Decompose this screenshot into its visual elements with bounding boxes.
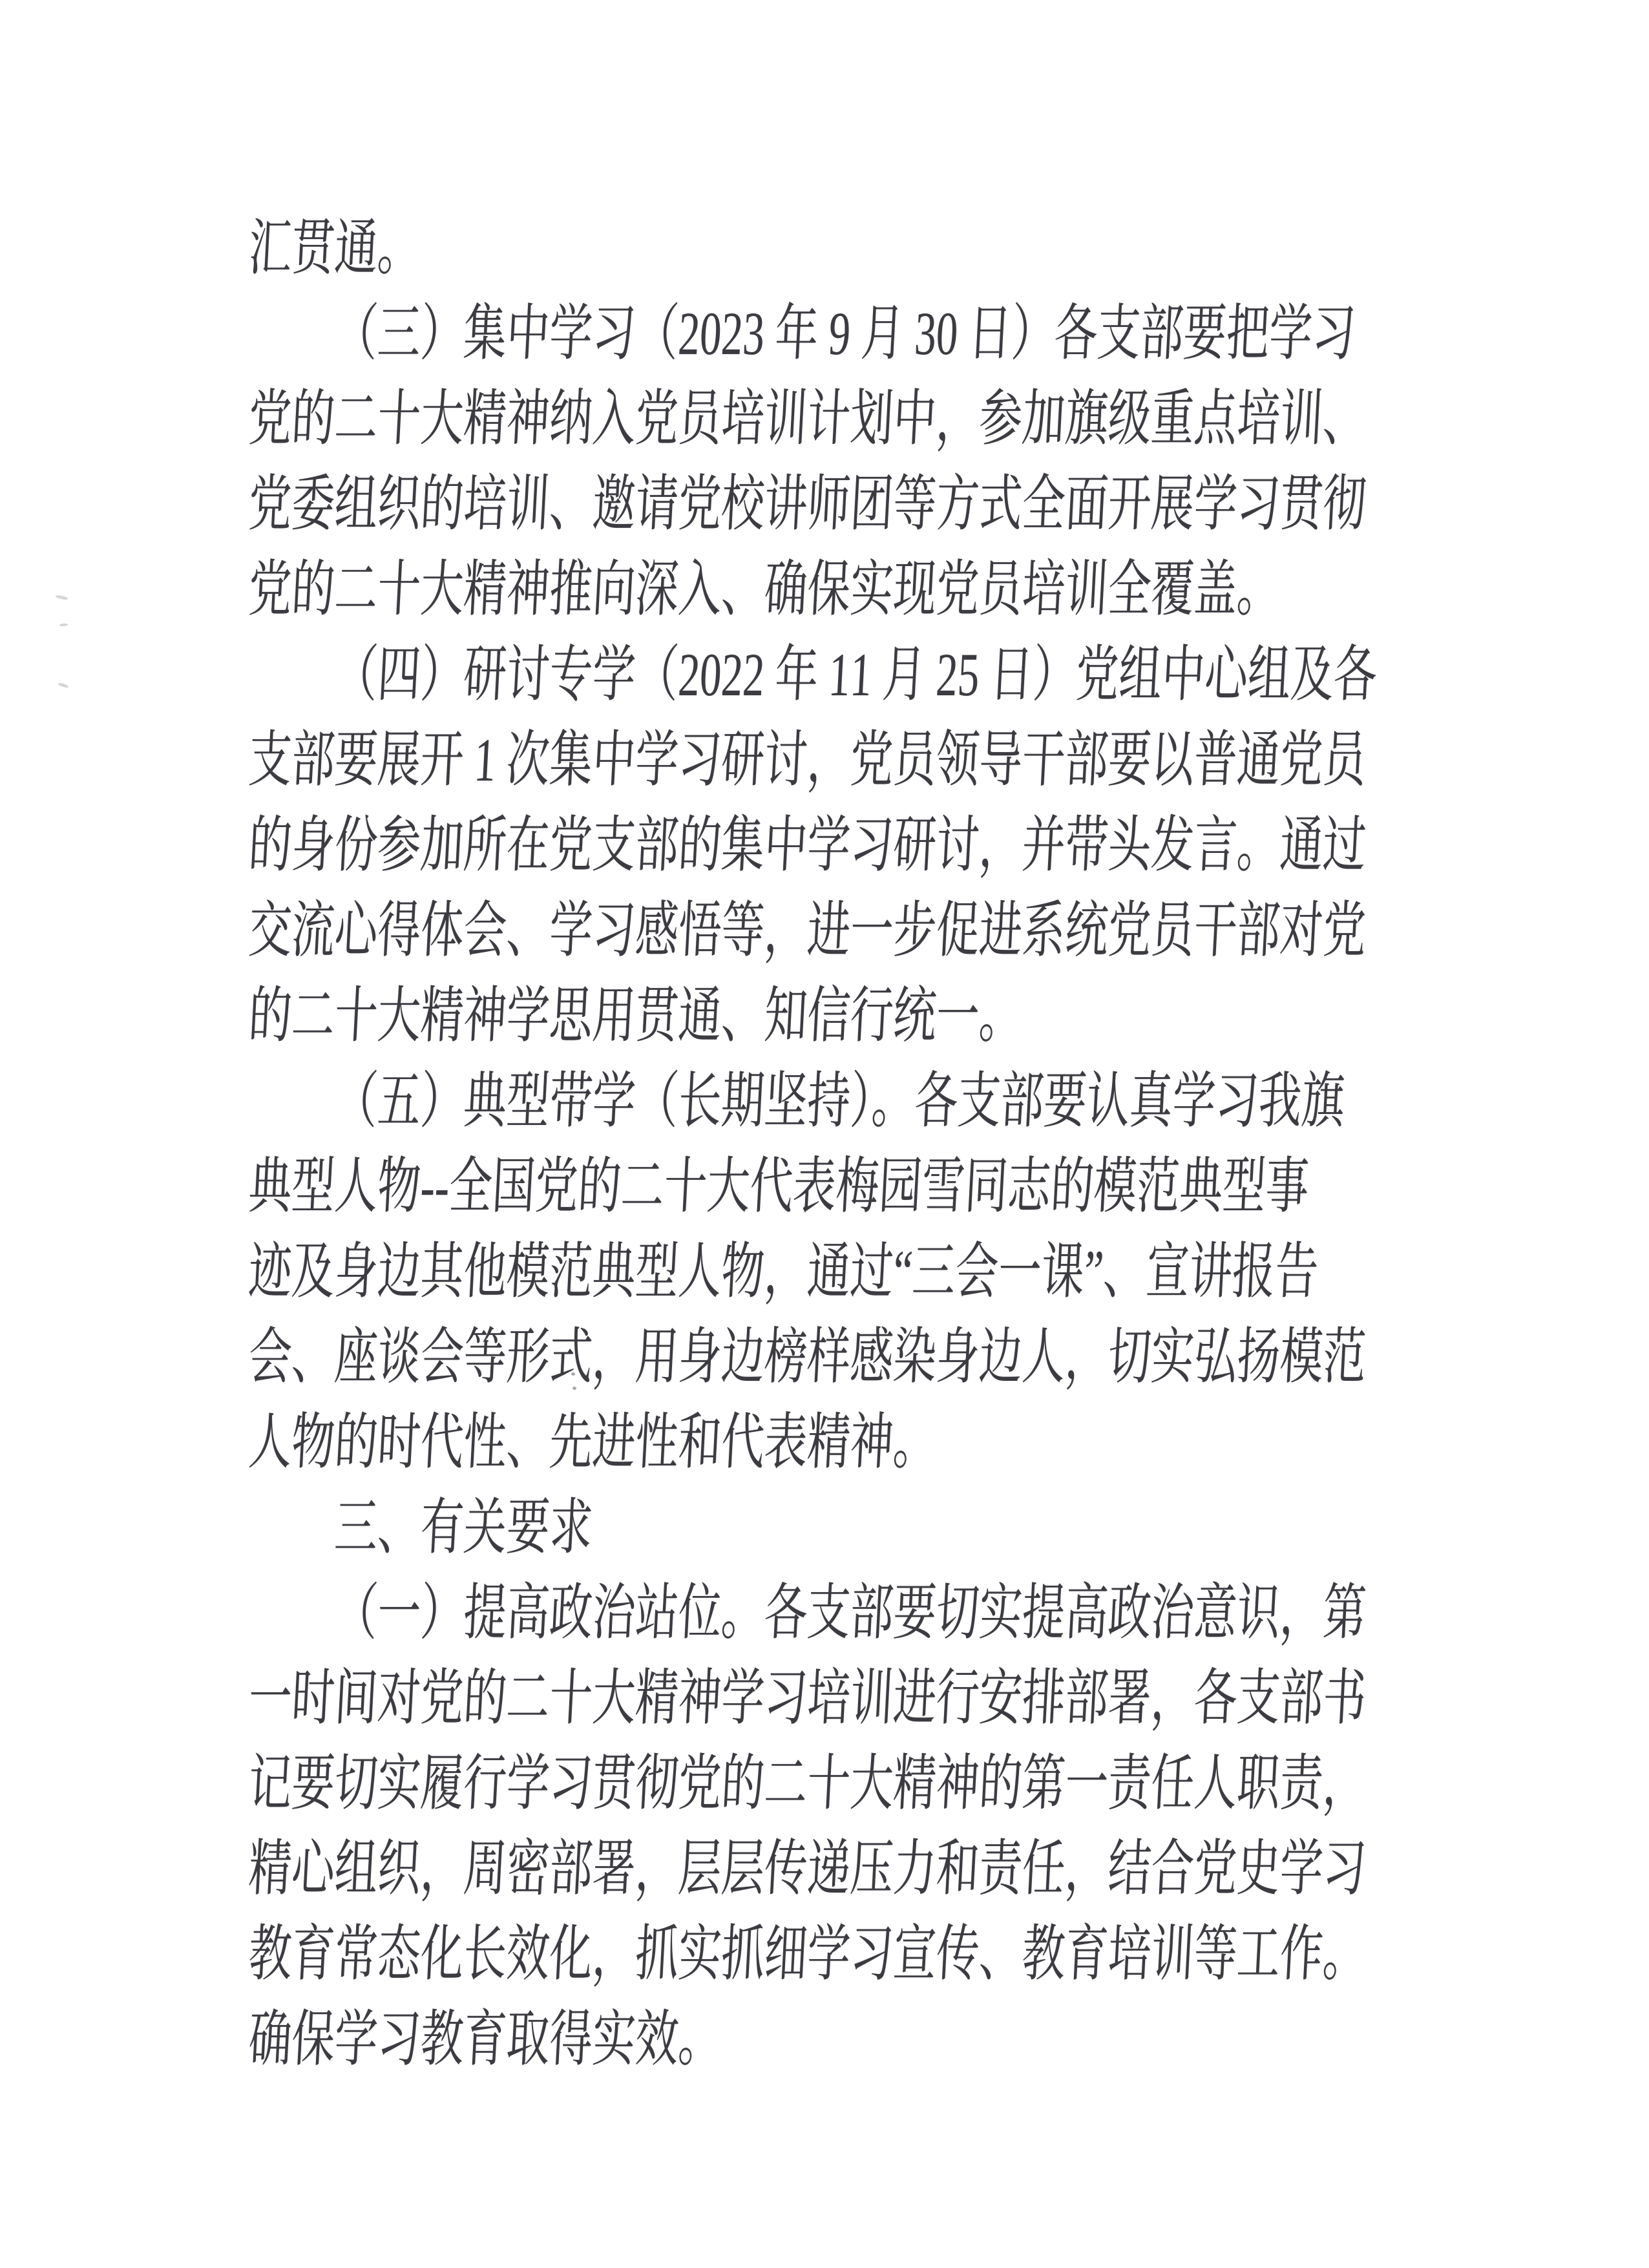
text-line: 会、座谈会等形式，用身边榜样感染身边人，切实弘扬模范 (247, 1323, 1368, 1391)
scan-smudge (59, 624, 68, 627)
text-line: 迹及身边其他模范典型人物，通过“三会一课”、宣讲报告 (247, 1237, 1320, 1306)
text-line: 的身份参加所在党支部的集中学习研讨，并带头发言。通过 (247, 811, 1368, 879)
text-line: 典型人物--全国党的二十大代表梅园雪同志的模范典型事 (247, 1152, 1311, 1221)
scan-smudge (56, 594, 68, 600)
text-line: 汇贯通。 (247, 214, 423, 282)
text-line: 支部要展开 1 次集中学习研讨，党员领导干部要以普通党员 (247, 726, 1368, 794)
text-line: 党的二十大精神纳入党员培训计划中，参加旗级重点培训、 (247, 384, 1368, 453)
text-line: 交流心得体会、学习感悟等，进一步促进系统党员干部对党 (247, 896, 1368, 965)
scan-smudge (58, 682, 69, 689)
text-line: 的二十大精神学思用贯通、知信行统一。 (247, 982, 1024, 1050)
text-line: 教育常态化长效化，抓实抓细学习宣传、教育培训等工作。 (247, 1920, 1368, 1988)
text-line: （四）研讨专学（2022 年 11 月 25 日）党组中心组及各 (333, 640, 1379, 709)
text-line: （一）提高政治站位。各支部要切实提高政治意识，第 (333, 1579, 1368, 1647)
text-line: 确保学习教育取得实效。 (247, 2005, 724, 2074)
text-line: 人物的时代性、先进性和代表精神。 (247, 1408, 938, 1476)
text-line: 精心组织，周密部署，层层传递压力和责任，结合党史学习 (247, 1834, 1368, 1903)
text-line: 党的二十大精神推向深入、确保实现党员培训全覆盖。 (247, 555, 1282, 624)
text-line: （三）集中学习（2023 年 9 月 30 日）各支部要把学习 (333, 299, 1358, 368)
text-line: （五）典型带学（长期坚持）。各支部要认真学习我旗 (333, 1067, 1347, 1135)
text-line: 一时间对党的二十大精神学习培训进行安排部署，各支部书 (247, 1664, 1368, 1732)
text-line: 记要切实履行学习贯彻党的二十大精神的第一责任人职责， (247, 1749, 1368, 1818)
document-body (249, 205, 1386, 2082)
text-line: 党委组织的培训、邀请党校讲师团等方式全面开展学习贯彻 (247, 470, 1368, 538)
section-heading: 三、有关要求 (333, 1493, 594, 1562)
